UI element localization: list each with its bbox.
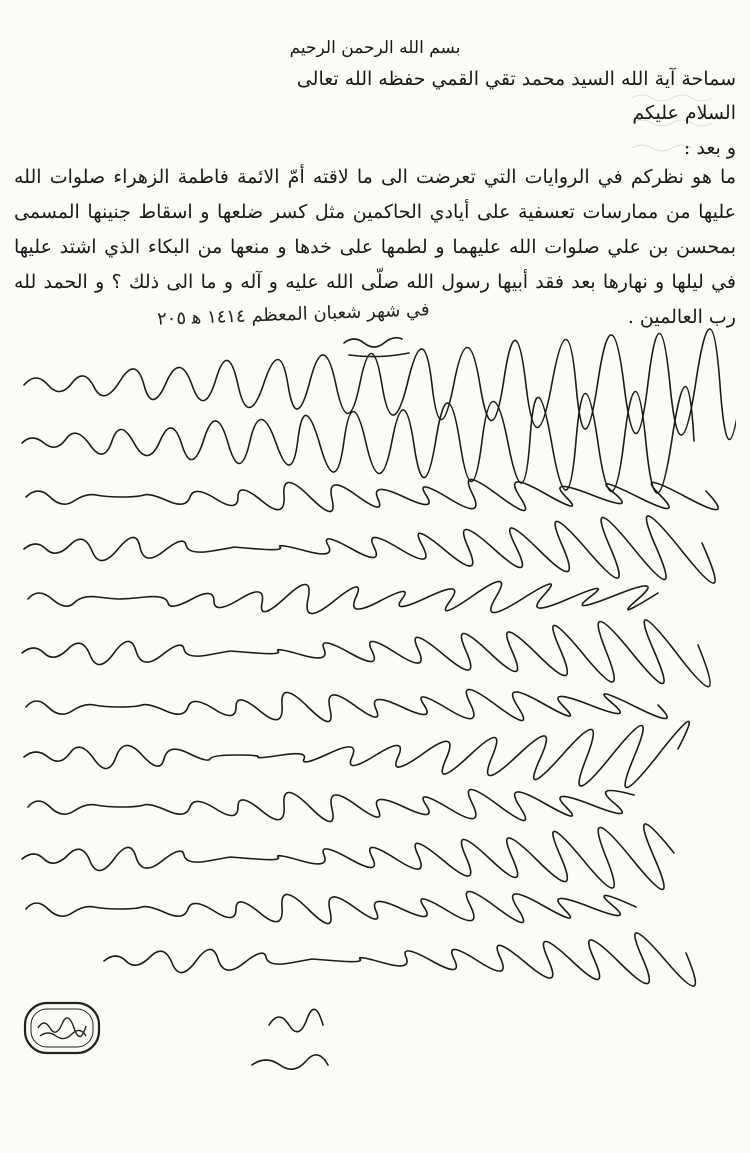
seal-icon <box>22 1000 102 1056</box>
seal-stamp <box>22 1000 102 1056</box>
wa-baad-line: و بعد : <box>683 137 736 159</box>
greeting-line: السلام عليكم <box>632 102 736 124</box>
question-paragraph: ما هو نظركم في الروايات التي تعرضت الى ما لاقته أمّ الائمة فاطمة الزهراء صلوات الله عليها من ممارسات تعسفية على أيادي الحاكمين مثل كسر ضلعها و اسقاط جنينها المسمى بمحسن بن علي صلوات الله عليهما و لطمها على خدها و منعها من البكاء الذي اشتد عليها في ليلها و نهارها بعد فقد أبيها رسول الله صلّى الله عليه و آله و ما الى ذلك ؟ و الحمد لله رب العالمين . <box>14 166 736 328</box>
show-through-icon <box>622 78 742 198</box>
addressee-line: سماحة آية الله السيد محمد تقي القمي حفظه الله تعالى <box>296 68 736 90</box>
show-through-marks <box>622 78 742 198</box>
date-note: في شهر شعبان المعظم ١٤١٤ ه‍ ٢٠٥ <box>157 299 431 330</box>
handwriting-image <box>14 325 736 1085</box>
basmala: بسم الله الرحمن الرحيم <box>289 38 461 58</box>
handwritten-answer <box>14 325 736 1085</box>
